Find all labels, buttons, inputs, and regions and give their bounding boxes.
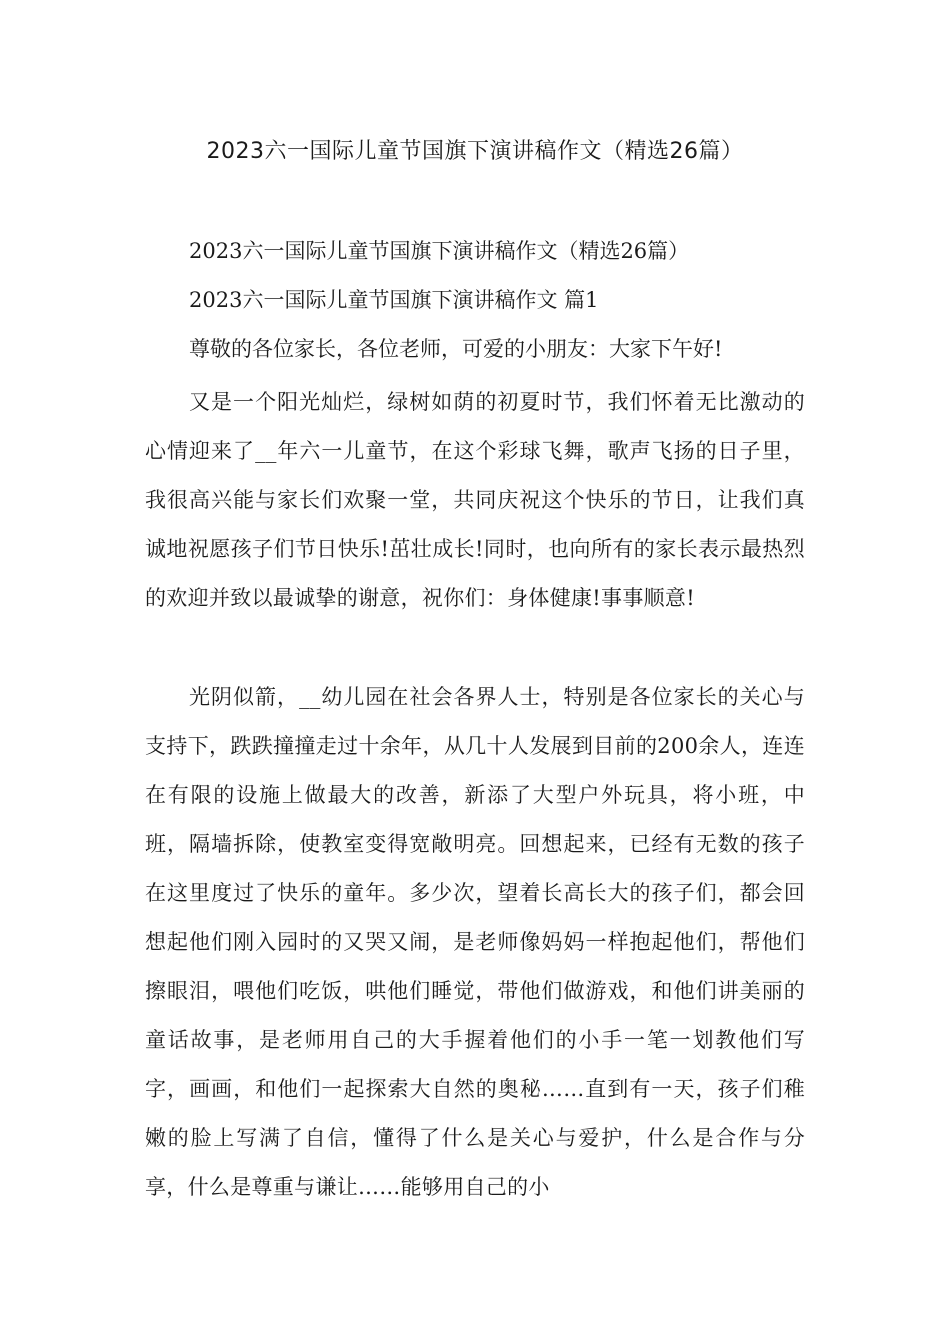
section-heading: 2023六一国际儿童节国旗下演讲稿作文 篇1 bbox=[189, 288, 599, 312]
body-paragraph-1: 又是一个阳光灿烂，绿树如荫的初夏时节，我们怀着无比激动的心情迎来了__年六一儿童节，在这个彩球飞舞，歌声飞扬的日子里，我很高兴能与家长们欢聚一堂，共同庆祝这个快乐的节日，让我们真诚地祝愿孩子们节日快乐!茁壮成长!同时，也向所有的家长表示最热烈的欢迎并致以最诚挚的谢意，祝你们：身体健康!事事顺意! bbox=[145, 390, 805, 610]
document-title: 2023六一国际儿童节国旗下演讲稿作文（精选26篇） bbox=[206, 139, 744, 164]
greeting-line: 尊敬的各位家长，各位老师，可爱的小朋友：大家下午好! bbox=[189, 337, 723, 361]
document-subtitle: 2023六一国际儿童节国旗下演讲稿作文（精选26篇） bbox=[189, 239, 690, 263]
body-paragraph-2: 光阴似箭，__幼儿园在社会各界人士，特别是各位家长的关心与支持下，跌跌撞撞走过十余年，从几十人发展到目前的200余人，连连在有限的设施上做最大的改善，新添了大型户外玩具，将小班，中班，隔墙拆除，使教室变得宽敞明亮。回想起来，已经有无数的孩子在这里度过了快乐的童年。多少次，望着长高长大的孩子们，都会回想起他们刚入园时的又哭又闹，是老师像妈妈一样抱起他们，帮他们擦眼泪，喂他们吃饭，哄他们睡觉，带他们做游戏，和他们讲美丽的童话故事，是老师用自己的大手握着他们的小手一笔一划教他们写字，画画，和他们一起探索大自然的奥秘……直到有一天，孩子们稚嫩的脸上写满了自信，懂得了什么是关心与爱护，什么是合作与分享，什么是尊重与谦让……能够用自己的小 bbox=[145, 685, 805, 1199]
